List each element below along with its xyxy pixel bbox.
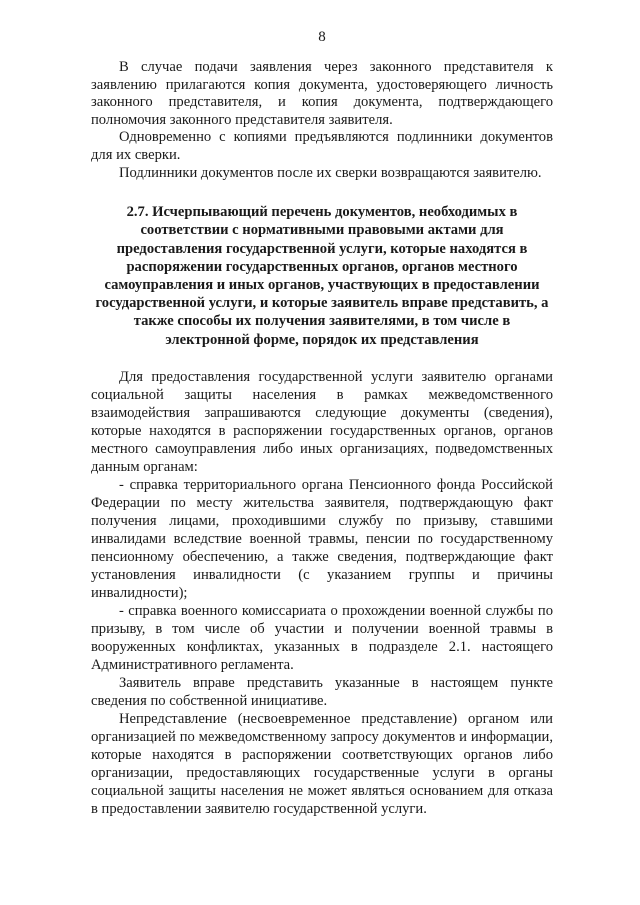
paragraph-non-submission: Непредставление (несвоевременное представление) органом или организацией по межведомственному запросу документов и информации, которые находятся в распоряжении соответствующих органов либо организации, предоставляющих государственные услуги в органы социальной защиты населения не может являться основанием для отказа в предоставлении заявителю государственной услуги. <box>91 710 553 817</box>
list-item-military-certificate: - справка военного комиссариата о прохождении военной службы по призыву, в том числе об участии и получении военной травмы в вооруженных конфликтах, указанных в подразделе 2.1. настоящего Административного регламента. <box>91 602 553 673</box>
paragraph-own-initiative: Заявитель вправе представить указанные в настоящем пункте сведения по собственной инициативе. <box>91 674 553 709</box>
document-page <box>91 28 553 818</box>
paragraph-interagency: Для предоставления государственной услуги заявителю органами социальной защиты населения в рамках межведомственного взаимодействия запрашиваются следующие документы (сведения), которые находятся в распоряжении государственных органов, органов местного самоуправления либо иных организациях, подведомственных данным органам: <box>91 368 553 475</box>
section-heading: 2.7. Исчерпывающий перечень документов, необходимых в соответствии с нормативными правовыми актами для предоставления государственной услуги, которые находятся в распоряжении государственных органов, органов местного самоуправления и иных органов, участвующих в предоставлении государственной услуги, и которые заявитель вправе представить, а также способы их получения заявителями, в том числе в электронной форме, порядок их представления <box>95 204 549 348</box>
list-item-pension-certificate: - справка территориального органа Пенсионного фонда Российской Федерации по месту жительства заявителя, подтверждающую факт получения лицами, проходившими службу по призыву, ставшими инвалидами вследствие военной травмы, пенсии по государственному пенсионному обеспечению, а также сведения, подтверждающие факт установления инвалидности (с указанием группы и причины инвалидности); <box>91 476 553 601</box>
paragraph-representative: В случае подачи заявления через законного представителя к заявлению прилагаются копия документа, удостоверяющего личность законного представителя, и копия документа, подтверждающего полномочия законного представителя заявителя. <box>91 59 553 128</box>
page-number: 8 <box>318 29 326 45</box>
spacer <box>91 349 553 368</box>
paragraph-return: Подлинники документов после их сверки возвращаются заявителю. <box>119 164 542 181</box>
paragraph-originals: Одновременно с копиями предъявляются подлинники документов для их сверки. <box>91 129 553 163</box>
